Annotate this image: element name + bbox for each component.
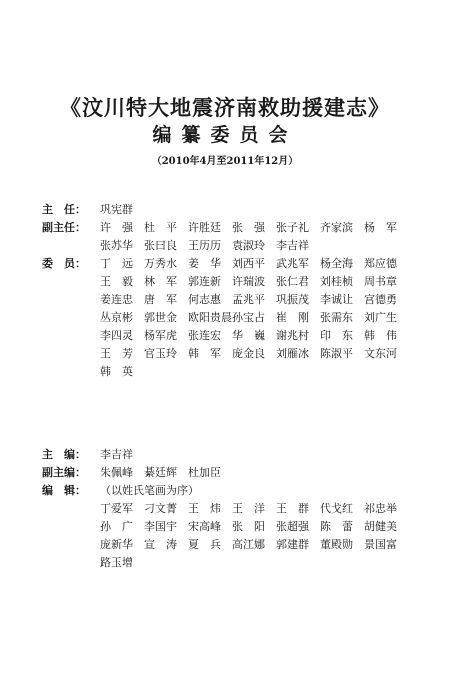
person-name: 郑应德	[364, 257, 397, 270]
person-name: 郭世金	[144, 311, 177, 324]
person-name: 王历历	[188, 239, 221, 252]
person-name: 袁淑玲	[232, 239, 265, 252]
person-name: 景国富	[364, 538, 397, 551]
person-name: 高江娜	[232, 538, 265, 551]
editorial-section	[0, 446, 450, 572]
person-name: 杨 军	[364, 221, 397, 234]
person-name: 陈淑平	[320, 347, 353, 360]
person-name: 周书章	[364, 275, 397, 288]
person-name: 韩 英	[100, 365, 133, 378]
editors-note-row	[0, 482, 450, 500]
person-name: 孙宝占	[232, 311, 265, 324]
document-title: 《汶川特大地震济南救助援建志》	[60, 95, 390, 120]
person-name: 郭连新	[188, 275, 221, 288]
document-subtitle: 编纂委员会	[152, 124, 298, 146]
person-name: 张需东	[320, 311, 353, 324]
person-name: 唐 军	[144, 293, 177, 306]
person-name: 丁爱军	[100, 502, 133, 515]
deputy-editors-row	[0, 464, 450, 482]
person-name: 张曰良	[144, 239, 177, 252]
person-name: 郭建群	[276, 538, 309, 551]
deputy-directors-row	[0, 219, 450, 255]
person-name: 夏 兵	[188, 538, 221, 551]
person-name: 齐家滨	[320, 221, 353, 234]
person-name: 印 东	[320, 329, 353, 342]
person-name: 姜连忠	[100, 293, 133, 306]
person-name: 欧阳贵晨	[188, 311, 232, 324]
person-name: 杨军虎	[144, 329, 177, 342]
person-name: 丛京彬	[100, 311, 133, 324]
person-name: 代戈红	[320, 502, 353, 515]
person-name: 张连宏	[188, 329, 221, 342]
person-name: 何志惠	[188, 293, 221, 306]
person-name: 李四灵	[100, 329, 133, 342]
person-name: 路玉增	[100, 556, 133, 569]
person-name: 杨全海	[320, 257, 353, 270]
person-name: 祁忠举	[364, 502, 397, 515]
person-name: 韩 军	[188, 347, 221, 360]
date-range: （2010年4月至2011年12月）	[151, 156, 299, 167]
deputy-editors-label: 副主编：	[42, 466, 86, 479]
person-name: 刘西平	[232, 257, 265, 270]
person-name: 宣 涛	[144, 538, 177, 551]
director-names	[100, 201, 410, 219]
person-name: 宫德勇	[364, 293, 397, 306]
person-name: 谢兆村	[276, 329, 309, 342]
person-name: 官玉玲	[144, 347, 177, 360]
person-name: 林 军	[144, 275, 177, 288]
person-name: 李吉祥	[100, 448, 133, 461]
person-name: 崔 刚	[276, 311, 309, 324]
chief-editor-row	[0, 446, 450, 464]
person-name: 巩振茂	[276, 293, 309, 306]
person-name: 王 毅	[100, 275, 133, 288]
person-name: 张子礼	[276, 221, 309, 234]
deputy-directors-names	[100, 219, 410, 255]
person-name: 杜加臣	[188, 466, 221, 479]
person-name: 孙 广	[100, 520, 133, 533]
person-name: 张 阳	[232, 520, 265, 533]
person-name: 陈 蕾	[320, 520, 353, 533]
chief-editor-names	[100, 446, 410, 464]
deputy-editors-names	[100, 464, 410, 482]
editors-spacer	[0, 500, 100, 572]
person-name: 许胜廷	[188, 221, 221, 234]
person-name: 綦廷辉	[144, 466, 177, 479]
director-row	[0, 201, 450, 219]
editors-row	[0, 500, 450, 572]
person-name: 刘桂桢	[320, 275, 353, 288]
person-name: 刁文菁	[144, 502, 177, 515]
person-name: 巩宪群	[100, 203, 133, 216]
person-name: 张苏华	[100, 239, 133, 252]
person-name: 李吉祥	[276, 239, 309, 252]
person-name: 华 巍	[232, 329, 265, 342]
person-name: 朱佩峰	[100, 466, 133, 479]
editors-note: （以姓氏笔画为序）	[100, 484, 199, 497]
person-name: 杜 平	[144, 221, 177, 234]
person-name: 孟兆平	[232, 293, 265, 306]
members-row	[0, 255, 450, 381]
person-name: 董殿勋	[320, 538, 353, 551]
person-name: 李国宇	[144, 520, 177, 533]
person-name: 庞金良	[232, 347, 265, 360]
person-name: 万秀水	[144, 257, 177, 270]
person-name: 王 群	[276, 502, 309, 515]
person-name: 庞新华	[100, 538, 133, 551]
person-name: 张 强	[232, 221, 265, 234]
members-label: 委 员：	[42, 257, 86, 270]
person-name: 王 洋	[232, 502, 265, 515]
person-name: 王 炜	[188, 502, 221, 515]
person-name: 丁 远	[100, 257, 133, 270]
person-name: 许 强	[100, 221, 133, 234]
editors-names	[100, 500, 410, 572]
committee-section	[0, 201, 450, 381]
person-name: 武兆军	[276, 257, 309, 270]
person-name: 许瑞波	[232, 275, 265, 288]
director-label: 主 任：	[42, 203, 86, 216]
person-name: 文东河	[364, 347, 397, 360]
person-name: 胡健美	[364, 520, 397, 533]
person-name: 张超强	[276, 520, 309, 533]
deputy-directors-label: 副主任：	[42, 221, 86, 234]
person-name: 刘广生	[364, 311, 397, 324]
person-name: 张仁君	[276, 275, 309, 288]
person-name: 姜 华	[188, 257, 221, 270]
person-name: 李诚让	[320, 293, 353, 306]
chief-editor-label: 主 编：	[42, 448, 86, 461]
members-names	[100, 255, 410, 381]
person-name: 刘雁冰	[276, 347, 309, 360]
person-name: 宋高峰	[188, 520, 221, 533]
person-name: 韩 伟	[364, 329, 397, 342]
editors-label: 编 辑：	[42, 484, 86, 497]
person-name: 王 芳	[100, 347, 133, 360]
